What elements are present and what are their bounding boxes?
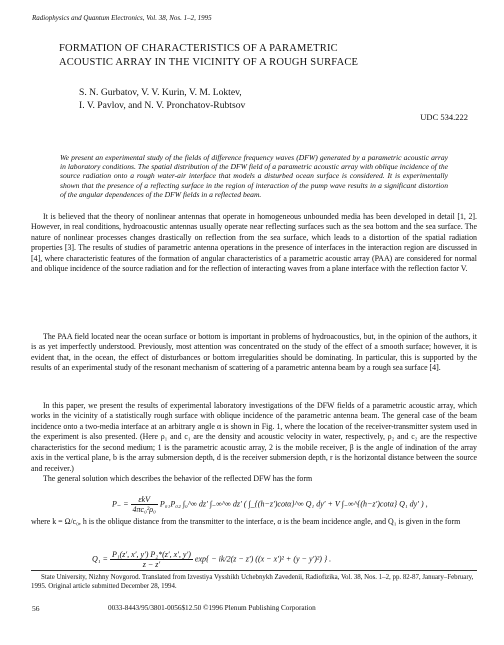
footnote: State University, Nizhny Novgorod. Translated from Izvestiya Vysshikh Uchebnykh Zavedenii, Radiofizika, Vol. 38, Nos. 1–2, pp. 82-87, January–February, 1995. Original article submitted December 28, 1994. [31, 574, 474, 590]
eq1-denominator: 4πc₀²ρ₀ [132, 505, 156, 514]
body-paragraph-3 [31, 401, 477, 485]
eq2-numerator: P₁(z′, x′, y′) P₂*(z′, x′, y′) [111, 550, 191, 559]
copyright-line: 0033-8443/95/3801-0056$12.50 ©1996 Plenum Publishing Corporation [108, 604, 316, 612]
paragraph-text: In this paper, we present the results of experimental laboratory investigations of the DFW fields of a parametric acoustic array, which works in the vicinity of a statistically rough surface with oblique incidence of the parametric antenna beam. The general case of the beam incidence onto a two-media interface at an arbitrary angle α is shown in Fig. 1, where the location of the receiver-transmitter system used in the experiment is also presented. (Here ρ₁ and c₁ are the density and acoustic velocity in water, respectively, ρ₂ and c₂ are the respective characteristics for the second medium; 1 is the parametric acoustic array, 2 is the mobile receiver, β is the angle of indination of the array axis in the vertical plane, b is the array submersion depth, d is the receiver submersion depth, r is the horizontal distance between the source and receiver.) [31, 401, 477, 473]
paragraph-text: The PAA field located near the ocean surface or bottom is important in problems of hydroacoustics, but, in the opinion of the authors, it is as yet imperfectly understood. Previously, most attention was concentrated on the study of the effect of a smooth surface; however, it is evident that, in the ocean, the effect of disturbances or bottom irregularities should be dominating. In particular, this is supported by the results of an experimental study of the resonant mechanism of scattering of a parametric antenna beam by a rough sea surface [4]. [31, 332, 477, 373]
journal-header: Radiophysics and Quantum Electronics, Vol. 38, Nos. 1–2, 1995 [32, 14, 212, 22]
equation-2 [92, 550, 331, 569]
where-paragraph: where k = Ω/c₀, h is the oblique distance from the transmitter to the interface, α is the beam incidence angle, and Q₁ is given in the form [31, 517, 461, 526]
eq1-numerator: εkV [131, 495, 158, 505]
body-paragraph-2 [31, 332, 477, 374]
eq1-rest: P₀₁P₀₂ ∫₀^∞ dz′ ∫₋∞^∞ dz′ ( ∫_{(h−z′)cotα}^∞ Q₁ dy′ + V ∫₋∞^{(h−z′)cotα} Q₁ dy′ ) , [159, 499, 428, 509]
eq1-lhs: P₋ = [112, 499, 129, 509]
authors-line-1: S. N. Gurbatov, V. V. Kurin, V. M. Loktev, [79, 87, 242, 98]
paragraph-text: It is believed that the theory of nonlinear antennas that operate in homogeneous unbounded media has been developed in detail [1, 2]. However, in real conditions, hydroacoustic antennas usually operate near reflecting surfaces such as the sea bottom and the sea surface. The nature of nonlinear processes changes drastically on reflection from the sea surface, which leads to a distortion of the spatial radiation properties [3]. The results of studies of parametric antenna operations in the presence of interfaces in the interaction region are discussed in [4], where characteristic features of the formation of angular characteristics of a parametric acoustic array (PAA) are considered for normal and oblique incidence of the source radiation and for the reflection of interacting waves from a plane interface with the reflection factor V. [31, 212, 477, 274]
eq2-fraction [110, 550, 193, 569]
page-number: 56 [32, 604, 40, 613]
eq2-rest: exp{ − ik/2(z − z′) ((x − x′)² + (y − y′)²) } . [194, 554, 332, 564]
title-line-2: ACOUSTIC ARRAY IN THE VICINITY OF A ROUGH SURFACE [59, 57, 359, 68]
title-line-1: FORMATION OF CHARACTERISTICS OF A PARAMETRIC [59, 43, 338, 54]
authors-line-2: I. V. Pavlov, and N. V. Pronchatov-Rubtsov [79, 100, 246, 111]
eq2-lhs: Q₁ = [92, 554, 108, 564]
body-paragraph-1 [31, 212, 477, 275]
paragraph-text: The general solution which describes the behavior of the reflected DFW has the form [43, 474, 313, 484]
footnote-divider [31, 570, 477, 571]
abstract: We present an experimental study of the fields of difference frequency waves (DFW) generated by a parametric acoustic array in laboratory conditions. The spatial distribution of the DFW field of a parametric acoustic array with oblique incidence of the source radiation onto a rough water-air interface that models a disturbed ocean surface is considered. It is experimentally shown that the presence of a reflecting surface in the region of interaction of the pump wave results in a significant distortion of the angular dependences of the DFW fields in a reflected beam. [60, 153, 448, 199]
udc-code: UDC 534.222 [420, 112, 468, 122]
eq1-fraction [131, 495, 158, 514]
article-title [59, 42, 358, 70]
author-list [79, 86, 245, 112]
equation-1 [112, 495, 428, 514]
eq2-denominator: z − z′ [142, 560, 161, 569]
